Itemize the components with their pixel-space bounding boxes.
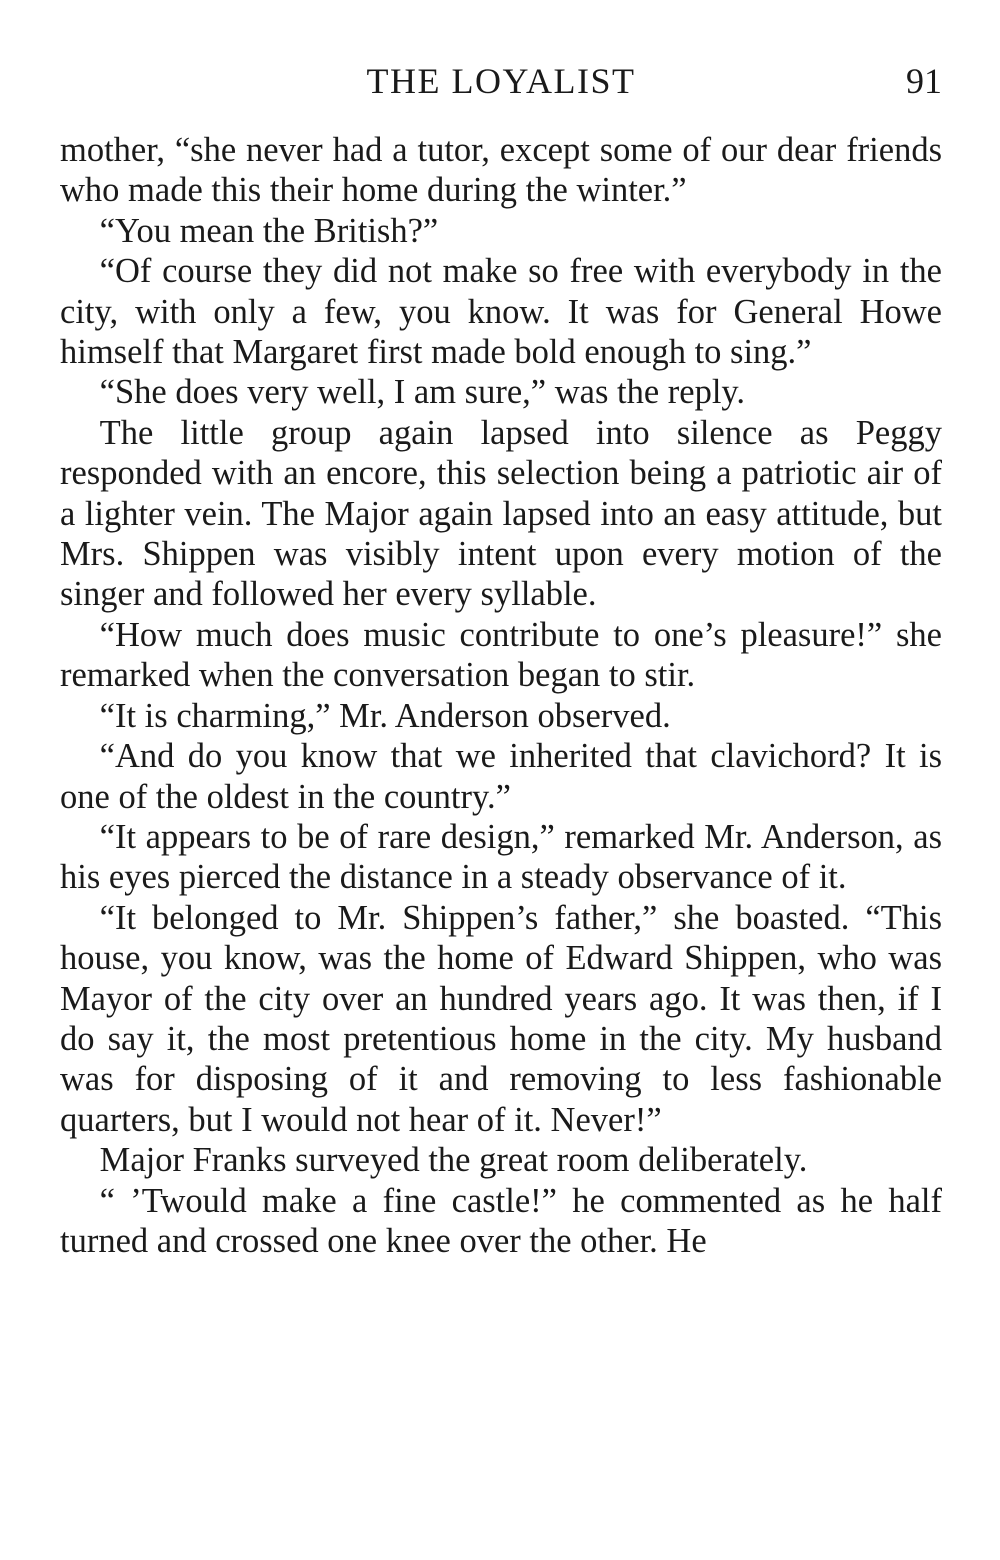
paragraph-12: “ ’Twould make a fine castle!” he commented as he half turned and crossed one knee over the other. He — [60, 1181, 942, 1260]
paragraph-1: mother, “she never had a tutor, except some of our dear friends who made this their home during the winter.” — [60, 131, 942, 210]
paragraph-9: “It appears to be of rare design,” remarked Mr. Anderson, as his eyes pierced the distance in a steady observance of it. — [60, 817, 942, 897]
paragraph-7: “It is charming,” Mr. Anderson observed. — [99, 696, 671, 735]
paragraph-2: “You mean the British?” — [99, 211, 439, 250]
paragraph-10: “It belonged to Mr. Shippen’s father,” she boasted. “This house, you know, was the home of Edward Shippen, who was Mayor of the city over an hundred years ago. It was then, if I do say it, the most pretentious home in the city. My husband was for disposing of it and removing to less fashionable quarters, but I would not hear of it. Never!” — [60, 898, 942, 1139]
paragraph-11: Major Franks surveyed the great room deliberately. — [99, 1141, 808, 1180]
running-title: THE LOYALIST — [366, 61, 636, 101]
page-number: 91 — [906, 61, 942, 101]
paragraph-4: “She does very well, I am sure,” was the reply. — [99, 373, 746, 412]
paragraph-8: “And do you know that we inherited that clavichord? It is one of the oldest in the country.” — [60, 737, 942, 816]
paragraph-6: “How much does music contribute to one’s pleasure!” she remarked when the conversation began to stir. — [60, 615, 942, 695]
body-text — [60, 130, 942, 1261]
running-head — [60, 56, 942, 106]
paragraph-5: The little group again lapsed into silence as Peggy responded with an encore, this selection being a patriotic air of a lighter vein. The Major again lapsed into an easy attitude, but Mrs. Shippen was visibly intent upon every motion of the singer and followed her every syllable. — [60, 413, 942, 614]
paragraph-3: “Of course they did not make so free with everybody in the city, with only a few, you know. It was for General Howe himself that Margaret first made bold enough to sing.” — [60, 252, 942, 372]
book-page — [60, 56, 942, 1516]
